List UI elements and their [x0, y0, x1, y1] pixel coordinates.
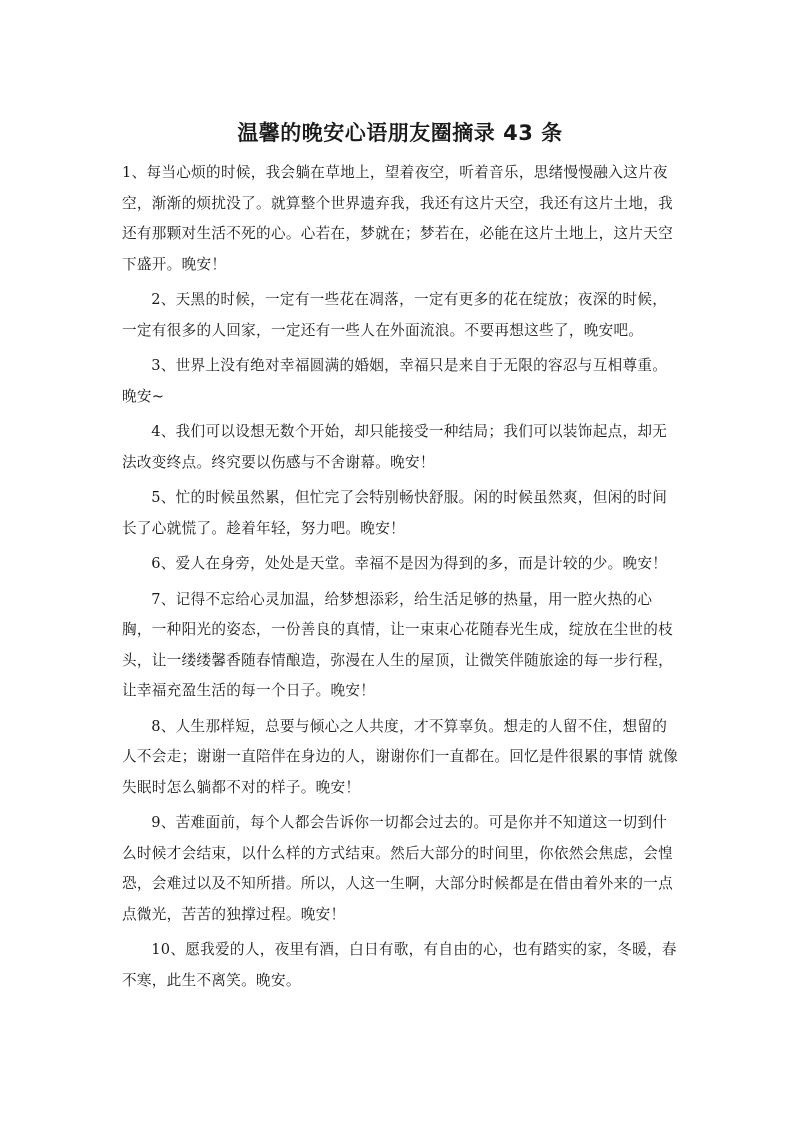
paragraph-6: 6、爱人在身旁，处处是天堂。幸福不是因为得到的多，而是计较的少。晚安！ — [151, 555, 668, 572]
paragraph-10: 10、愿我爱的人，夜里有酒，白日有歌，有自由的心，也有踏实的家，冬暖，春不寒，此生不离笑。晚安。 — [122, 941, 677, 989]
paragraph-9: 9、苦难面前，每个人都会告诉你一切都会过去的。可是你并不知道这一切到什么时候才会结束，以什么样的方式结束。然后大部分的时间里，你依然会焦虑，会惶恐，会难过以及不知所措。所以，人这一生啊，大部分时候都是在借由着外来的一点点微光，苦苦的独撑过程。晚安！ — [122, 814, 674, 923]
paragraph-7: 7、记得不忘给心灵加温，给梦想添彩，给生活足够的热量，用一腔火热的心胸，一种阳光的姿态，一份善良的真情，让一束束心花随春光生成，绽放在尘世的枝头，让一缕缕馨香随春情酿造，弥漫在人生的屋顶，让微笑伴随旅途的每一步行程，让幸福充盈生活的每一个日子。晚安！ — [122, 590, 674, 699]
paragraph-8: 8、人生那样短，总要与倾心之人共度，才不算辜负。想走的人留不住，想留的人不会走；谢谢一直陪伴在身边的人，谢谢你们一直都在。回忆是件很累的事情 就像失眠时怎么躺都不对的样子。晚安！ — [122, 717, 679, 796]
paragraph-3: 3、世界上没有绝对幸福圆满的婚姻，幸福只是来自于无限的容忍与互相尊重。晚安~ — [122, 357, 668, 405]
paragraph-1: 1、每当心烦的时候，我会躺在草地上，望着夜空，听着音乐，思绪慢慢融入这片夜空，渐渐的烦扰没了。就算整个世界遗弃我，我还有这片天空，我还有这片土地，我还有那颗对生活不死的心。心若在，梦就在；梦若在，必能在这片土地上，这片天空下盛开。晚安！ — [122, 164, 674, 273]
paragraph-2: 2、天黑的时候，一定有一些花在凋落，一定有更多的花在绽放；夜深的时候，一定有很多的人回家，一定还有一些人在外面流浪。不要再想这些了，晚安吧。 — [122, 291, 668, 339]
document-title: 温馨的晚安心语朋友圈摘录 43 条 — [237, 121, 563, 145]
paragraph-5: 5、忙的时候虽然累，但忙完了会特别畅快舒服。闲的时候虽然爽，但闲的时间长了心就慌了。趁着年轻，努力吧。晚安！ — [122, 489, 668, 537]
document-body — [122, 158, 680, 1001]
paragraph-4: 4、我们可以设想无数个开始，却只能接受一种结局；我们可以装饰起点，却无法改变终点。终究要以伤感与不舍谢幕。晚安！ — [122, 423, 668, 471]
